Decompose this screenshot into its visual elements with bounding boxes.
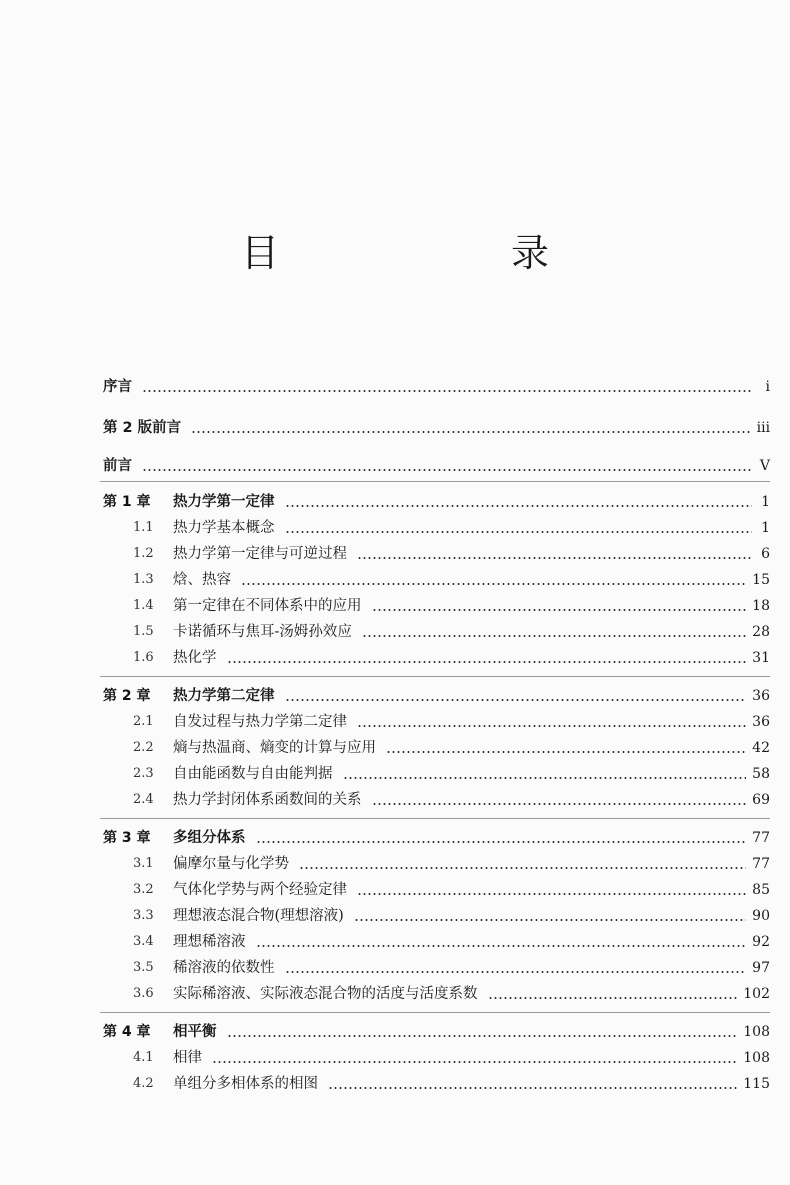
chapter-page: 36 <box>752 688 770 704</box>
toc-entry-2nd-preface[interactable] <box>103 417 770 439</box>
leader-dots <box>362 635 746 637</box>
leader-dots <box>328 1087 737 1089</box>
leader-dots <box>386 751 746 753</box>
section-page: 69 <box>752 792 770 808</box>
leader-dots <box>142 469 752 471</box>
section-page: 92 <box>752 934 770 950</box>
section-number: 3.3 <box>133 908 154 923</box>
chapter-page: 1 <box>761 494 770 510</box>
toc-section[interactable] <box>133 853 770 875</box>
chapter-title: 热力学第二定律 <box>173 688 275 704</box>
section-number: 3.5 <box>133 960 154 975</box>
section-number: 1.2 <box>133 546 154 561</box>
leader-dots <box>191 431 750 433</box>
toc-chapter-3[interactable] <box>103 827 770 849</box>
section-number: 1.5 <box>133 624 154 639</box>
leader-dots <box>256 945 747 947</box>
chapter-number: 第 3 章 <box>103 830 151 846</box>
leader-dots <box>285 531 753 533</box>
section-title: 热力学基本概念 <box>173 520 275 536</box>
section-title: 熵与热温商、熵变的计算与应用 <box>173 740 376 756</box>
section-number: 4.1 <box>133 1050 154 1065</box>
divider <box>100 1012 770 1013</box>
section-title: 相律 <box>173 1050 202 1066</box>
toc-entry-label: 第 2 版前言 <box>103 420 182 436</box>
section-number: 1.4 <box>133 598 154 613</box>
section-page: 58 <box>752 766 770 782</box>
leader-dots <box>227 1035 738 1037</box>
section-title: 热力学封闭体系函数间的关系 <box>173 792 362 808</box>
chapter-title: 多组分体系 <box>173 830 246 846</box>
toc-section[interactable] <box>133 647 770 669</box>
toc-section[interactable] <box>133 879 770 901</box>
leader-dots <box>354 919 746 921</box>
toc-section[interactable] <box>133 543 770 565</box>
toc-section[interactable] <box>133 1073 770 1095</box>
toc-section[interactable] <box>133 569 770 591</box>
toc-entry-label: 序言 <box>103 379 132 395</box>
toc-entry-page: Ⅴ <box>759 458 770 474</box>
leader-dots <box>372 803 747 805</box>
toc-section[interactable] <box>133 957 770 979</box>
section-title: 自发过程与热力学第二定律 <box>173 714 347 730</box>
section-page: 1 <box>761 520 770 536</box>
section-title: 自由能函数与自由能判据 <box>173 766 333 782</box>
section-page: 6 <box>761 546 770 562</box>
section-page: 97 <box>752 960 770 976</box>
section-number: 4.2 <box>133 1076 154 1091</box>
section-page: 102 <box>743 986 770 1002</box>
divider <box>100 818 770 819</box>
section-title: 理想稀溶液 <box>173 934 246 950</box>
section-title: 热化学 <box>173 650 217 666</box>
leader-dots <box>285 971 747 973</box>
toc-chapter-4[interactable] <box>103 1021 770 1043</box>
toc-section[interactable] <box>133 517 770 539</box>
section-page: 28 <box>752 624 770 640</box>
section-page: 42 <box>752 740 770 756</box>
leader-dots <box>357 725 746 727</box>
toc-section[interactable] <box>133 737 770 759</box>
section-page: 15 <box>752 572 770 588</box>
toc-entry-page: ⅲ <box>756 420 770 436</box>
section-page: 115 <box>743 1076 770 1092</box>
leader-dots <box>227 661 747 663</box>
chapter-number: 第 4 章 <box>103 1024 151 1040</box>
section-title: 单组分多相体系的相图 <box>173 1076 318 1092</box>
section-number: 3.2 <box>133 882 154 897</box>
chapter-page: 108 <box>743 1024 770 1040</box>
section-title: 热力学第一定律与可逆过程 <box>173 546 347 562</box>
chapter-number: 第 1 章 <box>103 494 151 510</box>
section-title: 第一定律在不同体系中的应用 <box>173 598 362 614</box>
section-page: 31 <box>752 650 770 666</box>
chapter-page: 77 <box>752 830 770 846</box>
toc-section[interactable] <box>133 1047 770 1069</box>
leader-dots <box>212 1061 737 1063</box>
toc-section[interactable] <box>133 595 770 617</box>
section-page: 85 <box>752 882 770 898</box>
chapter-number: 第 2 章 <box>103 688 151 704</box>
section-title: 实际稀溶液、实际液态混合物的活度与活度系数 <box>173 986 478 1002</box>
leader-dots <box>285 699 747 701</box>
leader-dots <box>372 609 747 611</box>
section-number: 2.1 <box>133 714 154 729</box>
section-title: 卡诺循环与焦耳-汤姆孙效应 <box>173 624 352 640</box>
section-number: 2.4 <box>133 792 154 807</box>
toc-section[interactable] <box>133 621 770 643</box>
section-number: 2.2 <box>133 740 154 755</box>
toc-entry-preface[interactable] <box>103 376 770 398</box>
section-number: 1.3 <box>133 572 154 587</box>
leader-dots <box>142 390 752 392</box>
leader-dots <box>299 867 746 869</box>
chapter-title: 相平衡 <box>173 1024 217 1040</box>
section-number: 2.3 <box>133 766 154 781</box>
toc-section[interactable] <box>133 711 770 733</box>
chapter-title: 热力学第一定律 <box>173 494 275 510</box>
section-page: 90 <box>752 908 770 924</box>
leader-dots <box>343 777 747 779</box>
toc-chapter-2[interactable] <box>103 685 770 707</box>
leader-dots <box>285 505 753 507</box>
leader-dots <box>241 583 746 585</box>
toc-section[interactable] <box>133 905 770 927</box>
section-title: 偏摩尔量与化学势 <box>173 856 289 872</box>
leader-dots <box>256 841 747 843</box>
page-title: 目 录 <box>240 231 601 275</box>
section-page: 108 <box>743 1050 770 1066</box>
section-page: 36 <box>752 714 770 730</box>
section-page: 77 <box>752 856 770 872</box>
leader-dots <box>357 557 752 559</box>
section-number: 3.6 <box>133 986 154 1001</box>
section-title: 稀溶液的依数性 <box>173 960 275 976</box>
section-number: 1.6 <box>133 650 154 665</box>
toc-entry-page: ⅰ <box>765 379 770 395</box>
section-number: 3.1 <box>133 856 154 871</box>
toc-chapter-1[interactable] <box>103 491 770 513</box>
divider <box>100 676 770 677</box>
section-number: 3.4 <box>133 934 154 949</box>
leader-dots <box>357 893 746 895</box>
section-title: 理想液态混合物(理想溶液) <box>173 908 344 924</box>
toc-entry-label: 前言 <box>103 458 132 474</box>
leader-dots <box>488 997 738 999</box>
toc-section[interactable] <box>133 983 770 1005</box>
toc-section[interactable] <box>133 763 770 785</box>
section-page: 18 <box>752 598 770 614</box>
section-number: 1.1 <box>133 520 154 535</box>
section-title: 气体化学势与两个经验定律 <box>173 882 347 898</box>
toc-section[interactable] <box>133 931 770 953</box>
section-title: 焓、热容 <box>173 572 231 588</box>
divider <box>100 481 770 482</box>
toc-section[interactable] <box>133 789 770 811</box>
toc-entry-foreword[interactable] <box>103 455 770 477</box>
